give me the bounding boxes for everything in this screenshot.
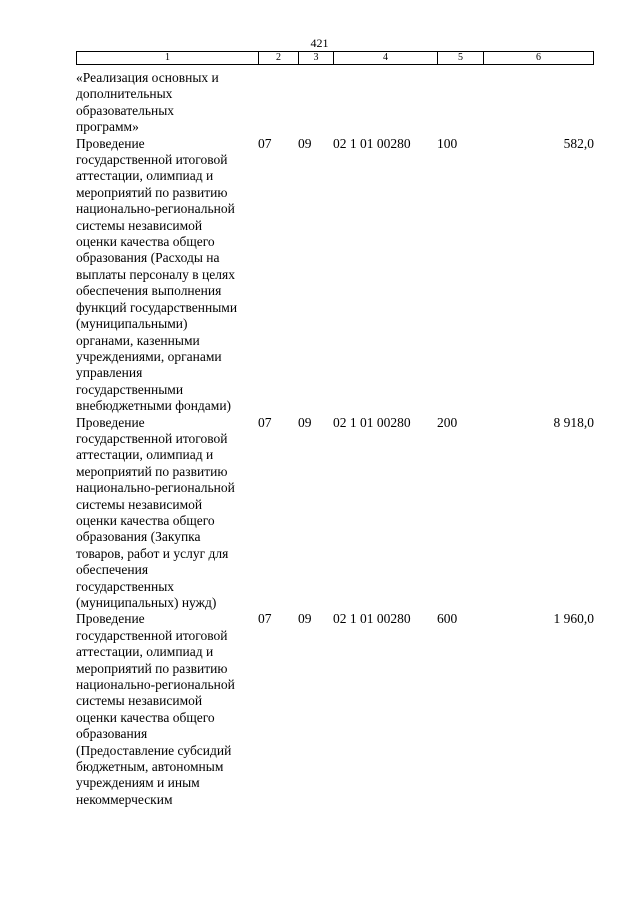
description-line: учреждениям и иным: [76, 775, 200, 791]
description-line: государственной итоговой: [76, 430, 228, 446]
description-line: органами, казенными: [76, 332, 200, 348]
description-line: оценки качества общего: [76, 512, 215, 528]
target-article-code: 02 1 01 00280: [333, 414, 411, 430]
section-code: 07: [258, 135, 272, 151]
column-header-1: 1: [77, 52, 259, 65]
description-line: (муниципальными): [76, 316, 188, 332]
description-line: образования (Расходы на: [76, 250, 220, 266]
row-description: [76, 136, 261, 415]
description-line: некоммерческим: [76, 791, 173, 807]
description-line: Проведение: [76, 414, 145, 430]
description-line: национально-региональной: [76, 480, 235, 496]
description-line: оценки качества общего: [76, 709, 215, 725]
description-line: обеспечения выполнения: [76, 283, 222, 299]
description-line: выплаты персоналу в целях: [76, 266, 235, 282]
description-line: государственными: [76, 381, 184, 397]
description-line: образования: [76, 726, 148, 742]
row-description: [76, 611, 261, 808]
description-line: государственной итоговой: [76, 627, 228, 643]
description-line: аттестации, олимпиад и: [76, 168, 214, 184]
description-line: мероприятий по развитию: [76, 463, 228, 479]
column-header-2: 2: [259, 52, 299, 65]
description-line: образовательных: [76, 102, 175, 118]
description-line: оценки качества общего: [76, 234, 215, 250]
description-line: внебюджетными фондами): [76, 398, 232, 414]
description-line: системы независимой: [76, 217, 203, 233]
description-line: Проведение: [76, 135, 145, 151]
amount-value: 582,0: [563, 135, 594, 151]
description-line: национально-региональной: [76, 677, 235, 693]
column-header-6: 6: [484, 52, 594, 65]
description-line: аттестации, олимпиад и: [76, 644, 214, 660]
description-line: (Предоставление субсидий: [76, 742, 232, 758]
description-line: образования (Закупка: [76, 529, 201, 545]
table-row: [0, 70, 639, 136]
expense-type-code: 600: [437, 611, 458, 627]
target-article-code: 02 1 01 00280: [333, 611, 411, 627]
subsection-code: 09: [298, 135, 312, 151]
description-line: государственных: [76, 578, 175, 594]
description-line: мероприятий по развитию: [76, 660, 228, 676]
column-header-row: [77, 52, 594, 65]
description-line: национально-региональной: [76, 201, 235, 217]
description-line: бюджетным, автономным: [76, 759, 224, 775]
description-line: управления: [76, 365, 143, 381]
description-line: государственной итоговой: [76, 152, 228, 168]
expense-type-code: 100: [437, 135, 458, 151]
amount-value: 8 918,0: [553, 414, 594, 430]
row-description: [76, 415, 261, 612]
description-line: системы независимой: [76, 693, 203, 709]
description-line: обеспечения: [76, 562, 149, 578]
section-code: 07: [258, 414, 272, 430]
amount-value: 1 960,0: [553, 611, 594, 627]
description-line: аттестации, олимпиад и: [76, 447, 214, 463]
subsection-code: 09: [298, 414, 312, 430]
column-header-4: 4: [334, 52, 438, 65]
description-line: Проведение: [76, 611, 145, 627]
description-line: программ»: [76, 119, 139, 135]
section-code: 07: [258, 611, 272, 627]
budget-rows: [0, 70, 639, 808]
description-line: мероприятий по развитию: [76, 184, 228, 200]
column-header-table: [76, 51, 594, 65]
description-line: функций государственными: [76, 299, 238, 315]
target-article-code: 02 1 01 00280: [333, 135, 411, 151]
column-header-3: 3: [299, 52, 334, 65]
column-header-5: 5: [438, 52, 484, 65]
row-description: [76, 70, 261, 136]
expense-type-code: 200: [437, 414, 458, 430]
subsection-code: 09: [298, 611, 312, 627]
description-line: (муниципальных) нужд): [76, 595, 217, 610]
table-row: [0, 415, 639, 612]
description-line: учреждениями, органами: [76, 348, 222, 364]
table-row: [0, 136, 639, 415]
page-number: 421: [310, 36, 329, 50]
description-line: дополнительных: [76, 86, 173, 102]
description-line: товаров, работ и услуг для: [76, 545, 229, 561]
description-line: системы независимой: [76, 496, 203, 512]
description-line: «Реализация основных и: [76, 70, 219, 85]
table-row: [0, 611, 639, 808]
